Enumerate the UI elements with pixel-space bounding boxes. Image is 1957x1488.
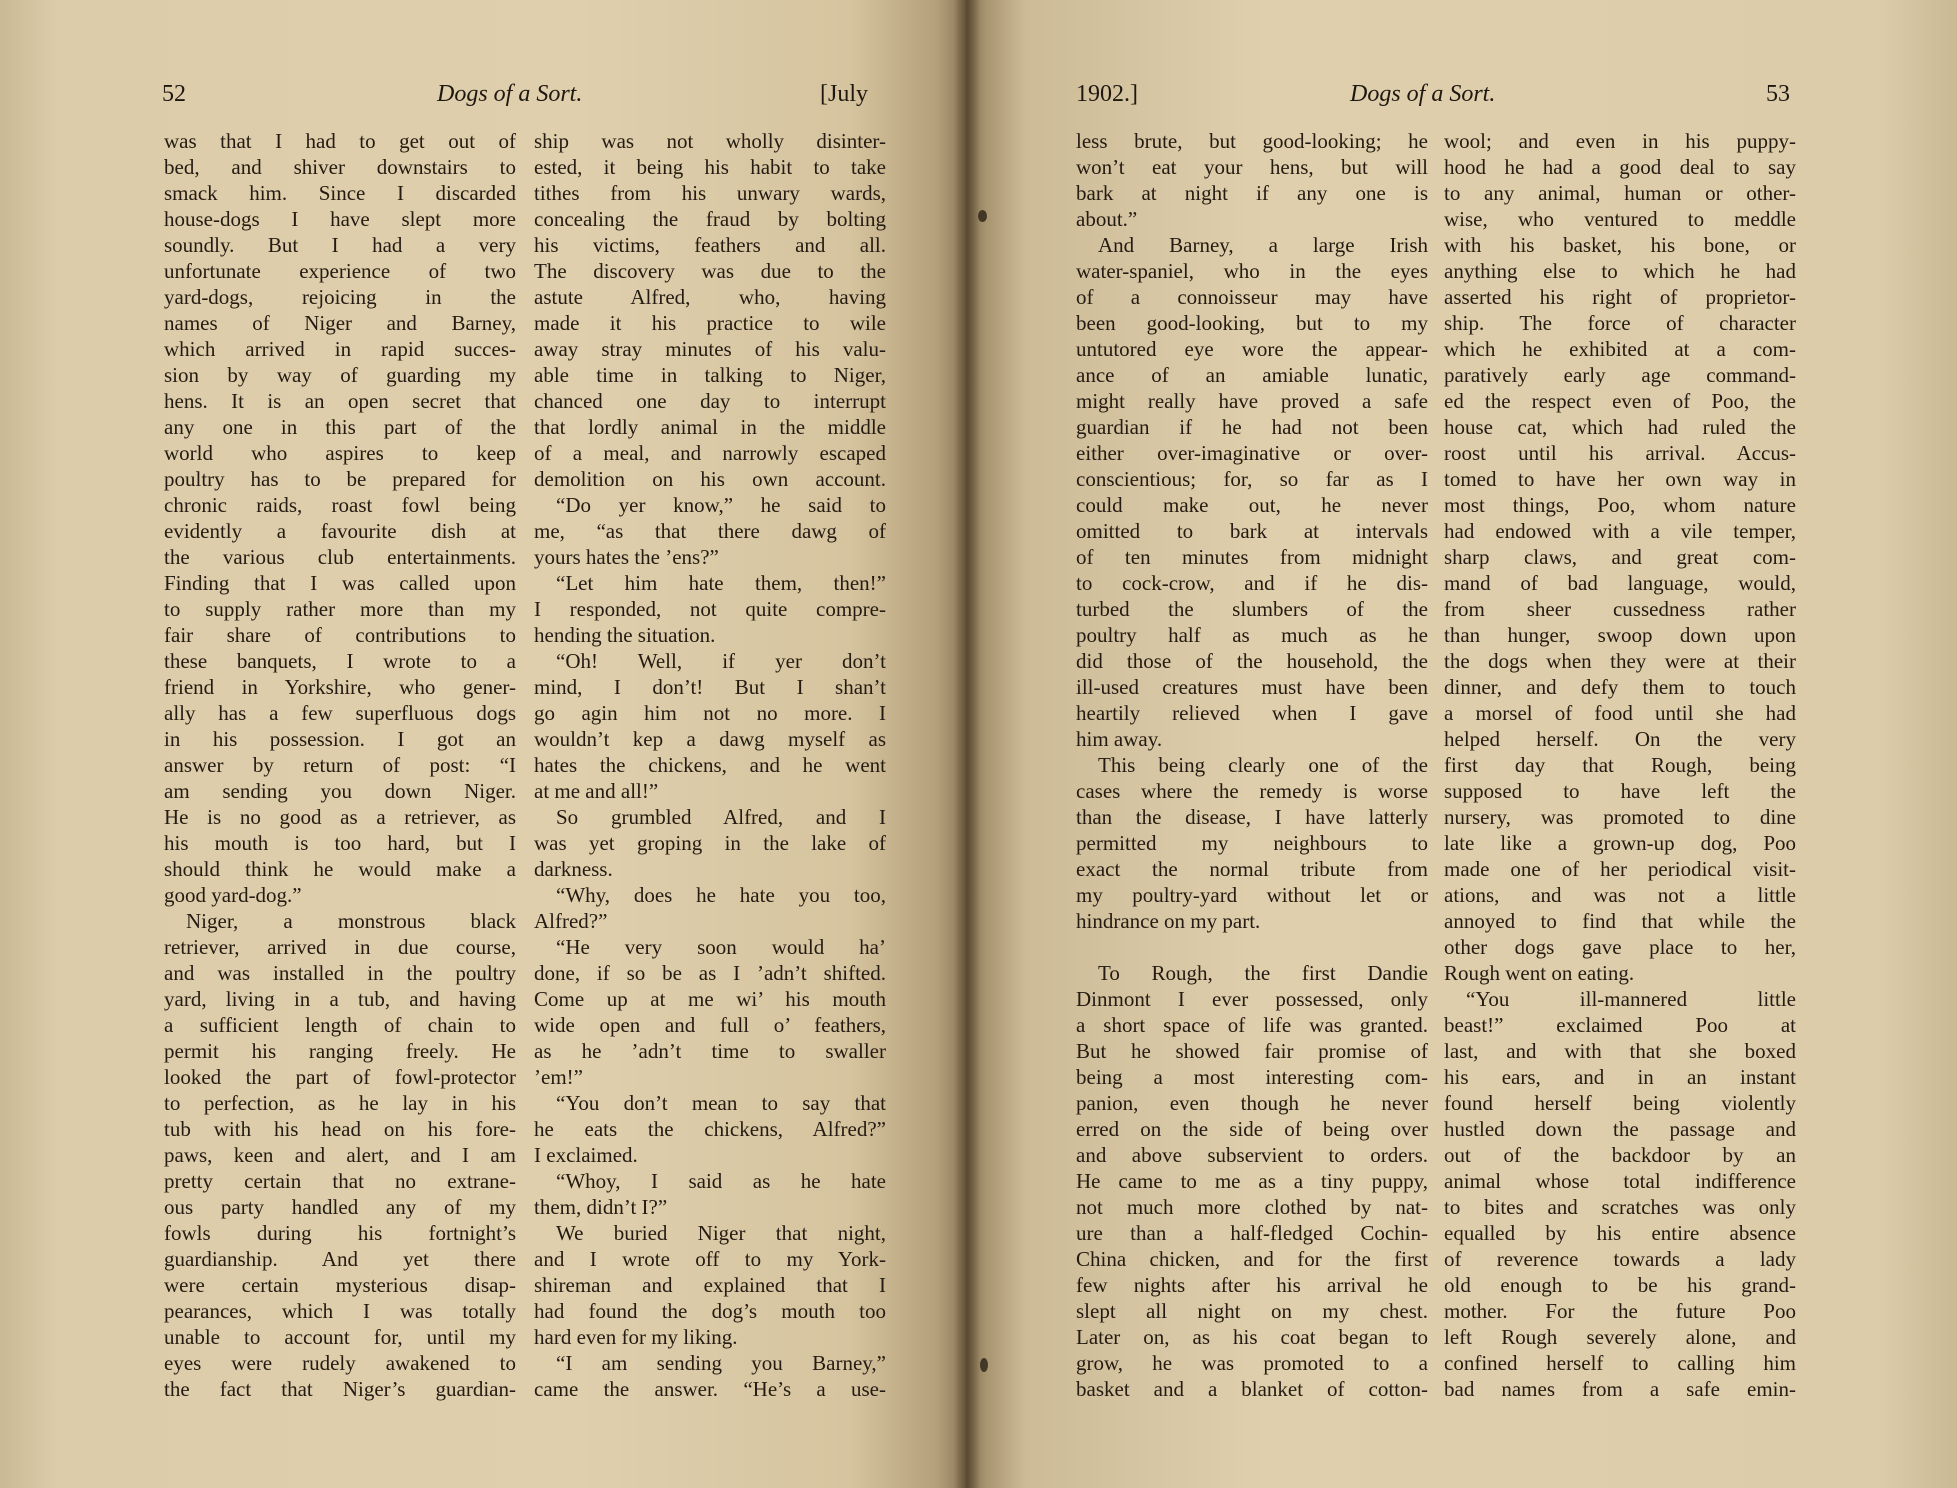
text-line: the various club entertainments. bbox=[164, 545, 516, 569]
text-line: hates the chickens, and he went bbox=[534, 753, 886, 777]
text-line: was that I had to get out of bbox=[164, 129, 516, 153]
text-line: am sending you down Niger. bbox=[164, 779, 516, 803]
text-line: him away. bbox=[1076, 727, 1163, 751]
text-line: won’t eat your hens, but will bbox=[1076, 155, 1428, 179]
text-line: names of Niger and Barney, bbox=[164, 311, 516, 335]
text-line: Come up at me wi’ his mouth bbox=[534, 987, 886, 1011]
text-line: mother. For the future Poo bbox=[1444, 1299, 1796, 1323]
text-line: these banquets, I wrote to a bbox=[164, 649, 516, 673]
text-line: the fact that Niger’s guardian- bbox=[164, 1377, 516, 1401]
right-column-2 bbox=[1444, 128, 1796, 1402]
text-line: that lordly animal in the middle bbox=[534, 415, 886, 439]
text-line: at me and all!” bbox=[534, 779, 659, 803]
text-line: Finding that I was called upon bbox=[164, 571, 516, 595]
text-line: guardian if he had not been bbox=[1076, 415, 1428, 439]
text-line: helped herself. On the very bbox=[1444, 727, 1796, 751]
text-line: wool; and even in his puppy- bbox=[1444, 129, 1796, 153]
text-line: And Barney, a large Irish bbox=[1098, 233, 1428, 257]
text-line: found herself being violently bbox=[1444, 1091, 1796, 1115]
text-line: other dogs gave place to her, bbox=[1444, 935, 1796, 959]
text-line: “He very soon would ha’ bbox=[556, 935, 886, 959]
text-line: This being clearly one of the bbox=[1098, 753, 1428, 777]
text-line: We buried Niger that night, bbox=[556, 1221, 886, 1245]
text-line: most things, Poo, whom nature bbox=[1444, 493, 1796, 517]
text-line: wide open and full o’ feathers, bbox=[534, 1013, 886, 1037]
text-line: pretty certain that no extrane- bbox=[164, 1169, 516, 1193]
text-line: his victims, feathers and all. bbox=[534, 233, 886, 257]
text-line: paws, keen and alert, and I am bbox=[164, 1143, 516, 1167]
text-line: yours hates the ’ens?” bbox=[534, 545, 719, 569]
right-column-1 bbox=[1076, 128, 1428, 1402]
text-line: left Rough severely alone, and bbox=[1444, 1325, 1796, 1349]
text-line: did those of the household, the bbox=[1076, 649, 1428, 673]
text-line: bark at night if any one is bbox=[1076, 181, 1428, 205]
text-line: to any animal, human or other- bbox=[1444, 181, 1796, 205]
left-page-date: [July bbox=[820, 81, 868, 107]
text-line: equalled by his entire absence bbox=[1444, 1221, 1796, 1245]
text-line: been good-looking, but to my bbox=[1076, 311, 1428, 335]
text-line: mand of bad language, would, bbox=[1444, 571, 1796, 595]
text-line: could make out, he never bbox=[1076, 493, 1428, 517]
text-line: China chicken, and for the first bbox=[1076, 1247, 1428, 1271]
text-line: house-dogs I have slept more bbox=[164, 207, 516, 231]
text-line: confined herself to calling him bbox=[1444, 1351, 1796, 1375]
text-line: The discovery was due to the bbox=[534, 259, 886, 283]
text-line: cases where the remedy is worse bbox=[1076, 779, 1428, 803]
left-running-title: Dogs of a Sort. bbox=[437, 81, 583, 107]
text-line: sharp claws, and great com- bbox=[1444, 545, 1796, 569]
text-line: ill-used creatures must have been bbox=[1076, 675, 1428, 699]
text-line: of reverence towards a lady bbox=[1444, 1247, 1796, 1271]
text-line: slept all night on my chest. bbox=[1076, 1299, 1428, 1323]
text-line: made one of her periodical visit- bbox=[1444, 857, 1796, 881]
text-line: chanced one day to interrupt bbox=[534, 389, 886, 413]
text-line: So grumbled Alfred, and I bbox=[556, 805, 886, 829]
text-line: Niger, a monstrous black bbox=[186, 909, 516, 933]
section-break bbox=[1076, 934, 1428, 960]
text-line: as he ’adn’t time to swaller bbox=[534, 1039, 886, 1063]
text-line: had found the dog’s mouth too bbox=[534, 1299, 886, 1323]
text-line: mind, I don’t! But I shan’t bbox=[534, 675, 886, 699]
text-line: unable to account for, until my bbox=[164, 1325, 516, 1349]
text-line: “You ill-mannered little bbox=[1466, 987, 1796, 1011]
text-line: a morsel of food until she had bbox=[1444, 701, 1796, 725]
text-line: heartily relieved when I gave bbox=[1076, 701, 1428, 725]
text-line: being a most interesting com- bbox=[1076, 1065, 1428, 1089]
text-line: go agin him not no more. I bbox=[534, 701, 886, 725]
text-line: concealing the fraud by bolting bbox=[534, 207, 886, 231]
right-page-date: 1902.] bbox=[1076, 81, 1138, 107]
text-line: omitted to bark at intervals bbox=[1076, 519, 1428, 543]
text-line: ally has a few superfluous dogs bbox=[164, 701, 516, 725]
text-line: with his basket, his bone, or bbox=[1444, 233, 1796, 257]
text-line: hens. It is an open secret that bbox=[164, 389, 516, 413]
text-line: few nights after his arrival he bbox=[1076, 1273, 1428, 1297]
text-line: Dinmont I ever possessed, only bbox=[1076, 987, 1428, 1011]
text-line: ship. The force of character bbox=[1444, 311, 1796, 335]
text-line: chronic raids, roast fowl being bbox=[164, 493, 516, 517]
text-line: either over-imaginative or over- bbox=[1076, 441, 1428, 465]
text-line: bad names from a safe emin- bbox=[1444, 1377, 1796, 1401]
text-line: unfortunate experience of two bbox=[164, 259, 516, 283]
text-line: of a meal, and narrowly escaped bbox=[534, 441, 886, 465]
text-line: to perfection, as he lay in his bbox=[164, 1091, 516, 1115]
text-line: than hunger, swoop down upon bbox=[1444, 623, 1796, 647]
text-line: hindrance on my part. bbox=[1076, 909, 1261, 933]
text-line: “Oh! Well, if yer don’t bbox=[556, 649, 886, 673]
text-line: shireman and explained that I bbox=[534, 1273, 886, 1297]
text-line: than the disease, I have latterly bbox=[1076, 805, 1428, 829]
text-line: a short space of life was granted. bbox=[1076, 1013, 1428, 1037]
text-line: which he exhibited at a com- bbox=[1444, 337, 1796, 361]
text-line: the dogs when they were at their bbox=[1444, 649, 1796, 673]
text-line: poultry half as much as he bbox=[1076, 623, 1428, 647]
text-line: retriever, arrived in due course, bbox=[164, 935, 516, 959]
right-page-number: 53 bbox=[1766, 81, 1790, 107]
book-gutter bbox=[954, 0, 980, 1488]
text-line: demolition on his own account. bbox=[534, 467, 886, 491]
text-line: them, didn’t I?” bbox=[534, 1195, 668, 1219]
text-line: poultry has to be prepared for bbox=[164, 467, 516, 491]
text-line: nursery, was promoted to dine bbox=[1444, 805, 1796, 829]
text-line: exact the normal tribute from bbox=[1076, 857, 1428, 881]
text-line: his ears, and in an instant bbox=[1444, 1065, 1796, 1089]
text-line: Rough went on eating. bbox=[1444, 961, 1635, 985]
text-line: from sheer cussedness rather bbox=[1444, 597, 1796, 621]
text-line: “Do yer know,” he said to bbox=[556, 493, 886, 517]
text-line: Later on, as his coat began to bbox=[1076, 1325, 1428, 1349]
text-line: water-spaniel, who in the eyes bbox=[1076, 259, 1428, 283]
text-line: ure than a half-fledged Cochin- bbox=[1076, 1221, 1428, 1245]
text-line: hard even for my liking. bbox=[534, 1325, 738, 1349]
ink-blot bbox=[980, 1358, 988, 1372]
text-line: he eats the chickens, Alfred?” bbox=[534, 1117, 886, 1141]
text-line: to cock-crow, and if he dis- bbox=[1076, 571, 1428, 595]
text-line: “You don’t mean to say that bbox=[556, 1091, 886, 1115]
text-line: supposed to have left the bbox=[1444, 779, 1796, 803]
text-line: astute Alfred, who, having bbox=[534, 285, 886, 309]
left-page bbox=[0, 0, 966, 1488]
text-line: Alfred?” bbox=[534, 909, 608, 933]
text-line: out of the backdoor by an bbox=[1444, 1143, 1796, 1167]
text-line: tub with his head on his fore- bbox=[164, 1117, 516, 1141]
text-line: and was installed in the poultry bbox=[164, 961, 516, 985]
text-line: which arrived in rapid succes- bbox=[164, 337, 516, 361]
text-line: ested, it being his habit to take bbox=[534, 155, 886, 179]
text-line: guardianship. And yet there bbox=[164, 1247, 516, 1271]
text-line: first day that Rough, being bbox=[1444, 753, 1796, 777]
text-line: last, and with that she boxed bbox=[1444, 1039, 1796, 1063]
text-line: of ten minutes from midnight bbox=[1076, 545, 1428, 569]
text-line: dinner, and defy them to touch bbox=[1444, 675, 1796, 699]
text-line: permitted my neighbours to bbox=[1076, 831, 1428, 855]
text-line: But he showed fair promise of bbox=[1076, 1039, 1428, 1063]
text-line: hending the situation. bbox=[534, 623, 716, 647]
text-line: I responded, not quite compre- bbox=[534, 597, 886, 621]
text-line: old enough to be his grand- bbox=[1444, 1273, 1796, 1297]
text-line: animal whose total indifference bbox=[1444, 1169, 1796, 1193]
text-line: conscientious; for, so far as I bbox=[1076, 467, 1428, 491]
text-line: permit his ranging freely. He bbox=[164, 1039, 516, 1063]
text-line: beast!” exclaimed Poo at bbox=[1444, 1013, 1796, 1037]
text-line: was yet groping in the lake of bbox=[534, 831, 886, 855]
right-running-title: Dogs of a Sort. bbox=[1350, 81, 1496, 107]
text-line: and I wrote off to my York- bbox=[534, 1247, 886, 1271]
text-line: panion, even though he never bbox=[1076, 1091, 1428, 1115]
left-page-number: 52 bbox=[162, 81, 186, 107]
text-line: had endowed with a vile temper, bbox=[1444, 519, 1796, 543]
text-line: tomed to have her own way in bbox=[1444, 467, 1796, 491]
text-line: “Let him hate them, then!” bbox=[556, 571, 886, 595]
text-line: wise, who ventured to meddle bbox=[1444, 207, 1796, 231]
text-line: grow, he was promoted to a bbox=[1076, 1351, 1428, 1375]
text-line: of a connoisseur may have bbox=[1076, 285, 1428, 309]
text-line: evidently a favourite dish at bbox=[164, 519, 516, 543]
text-line: basket and a blanket of cotton- bbox=[1076, 1377, 1428, 1401]
text-line: darkness. bbox=[534, 857, 613, 881]
text-line: away stray minutes of his valu- bbox=[534, 337, 886, 361]
text-line: ship was not wholly disinter- bbox=[534, 129, 886, 153]
text-line: “Why, does he hate you too, bbox=[556, 883, 886, 907]
text-line: any one in this part of the bbox=[164, 415, 516, 439]
text-line: looked the part of fowl-protector bbox=[164, 1065, 516, 1089]
text-line: To Rough, the first Dandie bbox=[1098, 961, 1428, 985]
text-line: fowls during his fortnight’s bbox=[164, 1221, 516, 1245]
text-line: ations, and was not a little bbox=[1444, 883, 1796, 907]
text-line: erred on the side of being over bbox=[1076, 1117, 1428, 1141]
left-column-1 bbox=[164, 128, 516, 1402]
text-line: asserted his right of proprietor- bbox=[1444, 285, 1796, 309]
text-line: less brute, but good-looking; he bbox=[1076, 129, 1428, 153]
text-line: anything else to which he had bbox=[1444, 259, 1796, 283]
left-page-header bbox=[0, 76, 966, 112]
text-line: his mouth is too hard, but I bbox=[164, 831, 516, 855]
text-line: made it his practice to wile bbox=[534, 311, 886, 335]
text-line: done, if so be as I ’adn’t shifted. bbox=[534, 961, 886, 985]
right-page bbox=[966, 0, 1957, 1488]
text-line: house cat, which had ruled the bbox=[1444, 415, 1796, 439]
text-line: “Whoy, I said as he hate bbox=[556, 1169, 886, 1193]
text-line: sion by way of guarding my bbox=[164, 363, 516, 387]
text-line: yard, living in a tub, and having bbox=[164, 987, 516, 1011]
text-line: friend in Yorkshire, who gener- bbox=[164, 675, 516, 699]
text-line: smack him. Since I discarded bbox=[164, 181, 516, 205]
text-line: late like a grown-up dog, Poo bbox=[1444, 831, 1796, 855]
text-line: He is no good as a retriever, as bbox=[164, 805, 516, 829]
text-line: ance of an amiable lunatic, bbox=[1076, 363, 1428, 387]
text-line: hustled down the passage and bbox=[1444, 1117, 1796, 1141]
text-line: a sufficient length of chain to bbox=[164, 1013, 516, 1037]
text-line: soundly. But I had a very bbox=[164, 233, 516, 257]
text-line: paratively early age command- bbox=[1444, 363, 1796, 387]
text-line: world who aspires to keep bbox=[164, 441, 516, 465]
text-line: ous party handled any of my bbox=[164, 1195, 516, 1219]
text-line: bed, and shiver downstairs to bbox=[164, 155, 516, 179]
text-line: should think he would make a bbox=[164, 857, 516, 881]
text-line: wouldn’t kep a dawg myself as bbox=[534, 727, 886, 751]
text-line: and above subservient to orders. bbox=[1076, 1143, 1428, 1167]
text-line: were certain mysterious disap- bbox=[164, 1273, 516, 1297]
text-line: me, “as that there dawg of bbox=[534, 519, 886, 543]
text-line: ed the respect even of Poo, the bbox=[1444, 389, 1796, 413]
text-line: answer by return of post: “I bbox=[164, 753, 516, 777]
text-line: to supply rather more than my bbox=[164, 597, 516, 621]
text-line: untutored eye wore the appear- bbox=[1076, 337, 1428, 361]
text-line: I exclaimed. bbox=[534, 1143, 638, 1167]
text-line: roost until his arrival. Accus- bbox=[1444, 441, 1796, 465]
text-line: ’em!” bbox=[534, 1065, 583, 1089]
text-line: annoyed to find that while the bbox=[1444, 909, 1796, 933]
text-line: good yard-dog.” bbox=[164, 883, 302, 907]
text-line: pearances, which I was totally bbox=[164, 1299, 516, 1323]
text-line: able time in talking to Niger, bbox=[534, 363, 886, 387]
text-line: not much more clothed by nat- bbox=[1076, 1195, 1428, 1219]
text-line: in his possession. I got an bbox=[164, 727, 516, 751]
text-line: turbed the slumbers of the bbox=[1076, 597, 1428, 621]
text-line: yard-dogs, rejoicing in the bbox=[164, 285, 516, 309]
text-line: might really have proved a safe bbox=[1076, 389, 1428, 413]
right-page-header bbox=[966, 76, 1957, 112]
text-line: my poultry-yard without let or bbox=[1076, 883, 1428, 907]
text-line: eyes were rudely awakened to bbox=[164, 1351, 516, 1375]
text-line: hood he had a good deal to say bbox=[1444, 155, 1796, 179]
text-line: came the answer. “He’s a use- bbox=[534, 1377, 886, 1401]
text-line: about.” bbox=[1076, 207, 1138, 231]
text-line: tithes from his unwary wards, bbox=[534, 181, 886, 205]
text-line: fair share of contributions to bbox=[164, 623, 516, 647]
text-line: to bites and scratches was only bbox=[1444, 1195, 1796, 1219]
text-line: “I am sending you Barney,” bbox=[556, 1351, 886, 1375]
left-column-2 bbox=[534, 128, 886, 1402]
text-line: He came to me as a tiny puppy, bbox=[1076, 1169, 1428, 1193]
